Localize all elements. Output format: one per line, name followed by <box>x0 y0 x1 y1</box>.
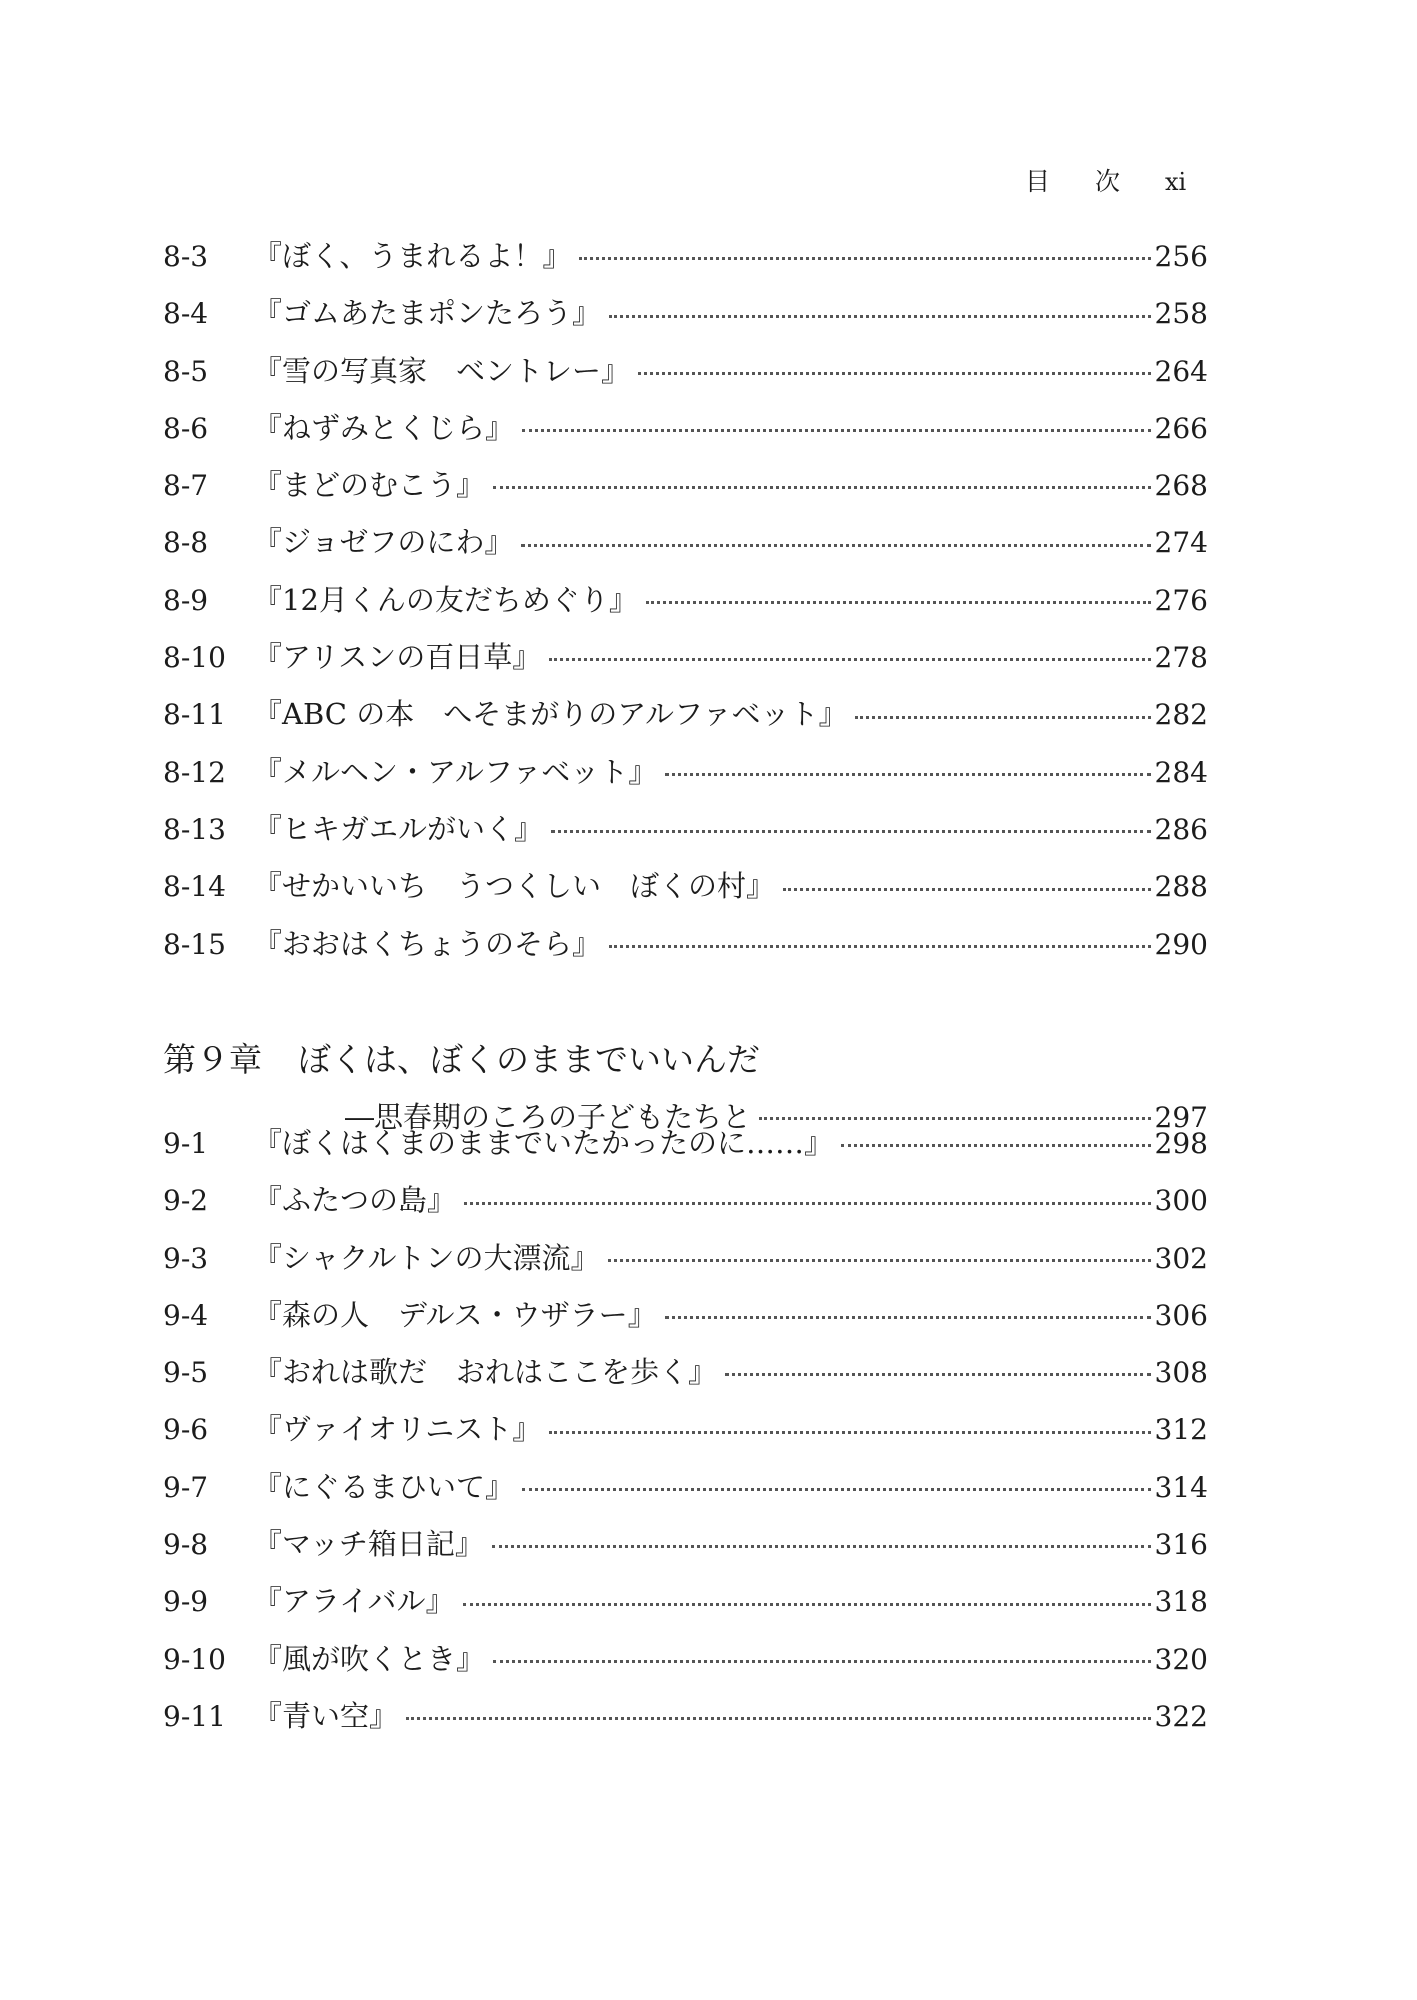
dot-leader <box>522 1488 1151 1491</box>
entry-page: 258 <box>1154 297 1208 331</box>
entry-title: 『12月くんの友だちめぐり』 <box>253 582 638 617</box>
toc-entry <box>163 228 1208 285</box>
dot-leader <box>725 1373 1151 1376</box>
entry-number: 8-10 <box>163 641 226 675</box>
entry-page: 316 <box>1154 1528 1208 1562</box>
entry-page: 290 <box>1154 927 1208 961</box>
dot-leader <box>463 1603 1151 1606</box>
entry-number: 9-1 <box>163 1127 209 1160</box>
chapter-label: 第９章 <box>163 1040 262 1079</box>
dot-leader <box>551 830 1151 833</box>
entry-page: 298 <box>1154 1127 1208 1160</box>
entry-page: 268 <box>1154 469 1208 503</box>
toc-entry <box>163 1516 1208 1573</box>
dot-leader <box>522 429 1151 432</box>
entry-page: 274 <box>1154 526 1208 560</box>
dot-leader <box>609 315 1151 318</box>
dot-leader <box>609 945 1151 948</box>
entry-number: 8-7 <box>163 469 209 503</box>
entry-number: 8-6 <box>163 411 209 445</box>
entry-title: 『ヴァイオリニスト』 <box>253 1412 542 1447</box>
entry-number: 8-3 <box>163 240 209 273</box>
entry-number: 9-7 <box>163 1470 209 1504</box>
entry-title: 『アライバル』 <box>253 1584 455 1619</box>
toc-entry <box>163 343 1208 400</box>
entry-number: 8-9 <box>163 583 209 617</box>
toc-entry <box>163 1573 1208 1630</box>
entry-title: 『おおはくちょうのそら』 <box>253 926 602 961</box>
entry-number: 9-9 <box>163 1585 209 1619</box>
toc-entry <box>163 1172 1208 1229</box>
dot-leader <box>521 544 1150 547</box>
entry-title: 『森の人 デルス・ウザラー』 <box>253 1297 657 1332</box>
dot-leader <box>492 1545 1151 1548</box>
dot-leader <box>855 716 1150 719</box>
entry-title: 『まどのむこう』 <box>253 468 486 503</box>
dot-leader <box>665 773 1150 776</box>
entry-page: 306 <box>1154 1298 1208 1332</box>
toc-list-chapter-9 <box>163 1115 1208 1745</box>
entry-title: 『メルヘン・アルファベット』 <box>253 754 658 789</box>
toc-entry <box>163 514 1208 571</box>
entry-page: 266 <box>1154 411 1208 445</box>
entry-page: 320 <box>1154 1642 1208 1676</box>
dot-leader <box>493 486 1151 489</box>
dot-leader <box>608 1259 1151 1262</box>
chapter-page: 297 <box>1154 1101 1208 1134</box>
toc-entry <box>163 1344 1208 1401</box>
toc-list-chapter-8 <box>163 228 1208 973</box>
entry-page: 308 <box>1154 1356 1208 1390</box>
entry-number: 9-6 <box>163 1413 209 1447</box>
header-page-number: xi <box>1165 168 1187 196</box>
toc-entry <box>163 801 1208 858</box>
entry-title: 『アリスンの百日草』 <box>253 640 542 675</box>
entry-page: 282 <box>1154 698 1208 732</box>
dot-leader <box>665 1316 1151 1319</box>
entry-title: 『ねずみとくじら』 <box>253 410 515 445</box>
entry-page: 288 <box>1154 870 1208 904</box>
entry-number: 9-2 <box>163 1184 209 1218</box>
entry-title: 『ヒキガエルがいく』 <box>253 811 544 846</box>
toc-entry <box>163 744 1208 801</box>
entry-page: 276 <box>1154 583 1208 617</box>
toc-entry <box>163 1688 1208 1745</box>
entry-title: 『ジョゼフのにわ』 <box>253 525 514 560</box>
entry-title: 『せかいいち うつくしい ぼくの村』 <box>253 869 776 904</box>
dot-leader <box>646 601 1151 604</box>
entry-number: 9-5 <box>163 1356 209 1390</box>
entry-title: 『マッチ箱日記』 <box>253 1527 484 1562</box>
entry-page: 264 <box>1154 354 1208 388</box>
header-word-2: 次 <box>1095 167 1121 196</box>
running-header <box>1025 162 1186 198</box>
toc-entry <box>163 1631 1208 1688</box>
chapter-title-line <box>163 1030 1208 1090</box>
chapter-title: ぼくは、ぼくのままでいいんだ <box>298 1040 760 1079</box>
entry-page: 300 <box>1154 1184 1208 1218</box>
entry-title: 『青い空』 <box>253 1698 399 1733</box>
toc-entry <box>163 1287 1208 1344</box>
entry-page: 302 <box>1154 1241 1208 1275</box>
toc-entry <box>163 1230 1208 1287</box>
dot-leader <box>638 372 1151 375</box>
dot-leader <box>493 1660 1151 1663</box>
toc-entry <box>163 285 1208 342</box>
entry-number: 9-8 <box>163 1528 209 1562</box>
toc-entry <box>163 916 1208 973</box>
entry-page: 286 <box>1154 812 1208 846</box>
entry-page: 312 <box>1154 1413 1208 1447</box>
entry-number: 8-15 <box>163 927 226 961</box>
dot-leader <box>549 658 1150 661</box>
entry-title: 『シャクルトンの大漂流』 <box>253 1240 600 1275</box>
entry-page: 256 <box>1154 240 1208 273</box>
entry-number: 9-11 <box>163 1699 226 1733</box>
entry-page: 322 <box>1154 1699 1208 1733</box>
entry-number: 8-5 <box>163 354 209 388</box>
toc-entry <box>163 572 1208 629</box>
entry-page: 318 <box>1154 1585 1208 1619</box>
entry-title: 『風が吹くとき』 <box>253 1641 486 1676</box>
dot-leader <box>579 257 1150 260</box>
entry-title: 『ABC の本 へそまがりのアルファベット』 <box>253 697 848 732</box>
chapter-subtitle: ―思春期のころの子どもたちと <box>345 1100 752 1134</box>
toc-entry <box>163 686 1208 743</box>
dot-leader <box>406 1717 1151 1720</box>
toc-entry <box>163 1459 1208 1516</box>
entry-page: 314 <box>1154 1470 1208 1504</box>
toc-entry <box>163 457 1208 514</box>
toc-entry <box>163 400 1208 457</box>
dot-leader <box>783 888 1151 891</box>
entry-number: 8-12 <box>163 755 226 789</box>
header-word-1: 目 <box>1025 167 1051 196</box>
entry-page: 278 <box>1154 641 1208 675</box>
toc-entry <box>163 858 1208 915</box>
entry-title: 『おれは歌だ おれはここを歩く』 <box>253 1355 718 1390</box>
dot-leader <box>464 1202 1151 1205</box>
entry-number: 8-14 <box>163 870 226 904</box>
entry-title: 『ふたつの島』 <box>253 1183 457 1218</box>
toc-entry <box>163 1401 1208 1458</box>
dot-leader <box>841 1144 1151 1147</box>
entry-number: 9-4 <box>163 1298 209 1332</box>
entry-page: 284 <box>1154 755 1208 789</box>
entry-title: 『ゴムあたまポンたろう』 <box>253 296 602 331</box>
entry-number: 8-4 <box>163 297 209 331</box>
entry-number: 8-8 <box>163 526 209 560</box>
entry-number: 8-13 <box>163 812 226 846</box>
dot-leader <box>549 1431 1150 1434</box>
toc-entry <box>163 1115 1208 1172</box>
entry-title: 『にぐるまひいて』 <box>253 1469 515 1504</box>
entry-number: 8-11 <box>163 698 226 732</box>
entry-title: 『ぼく、うまれるよ！』 <box>253 239 572 273</box>
entry-title: 『ぼくはくまのままでいたかったのに……』 <box>253 1126 834 1160</box>
toc-entry <box>163 629 1208 686</box>
entry-number: 9-3 <box>163 1241 209 1275</box>
entry-title: 『雪の写真家 ベントレー』 <box>253 353 631 388</box>
entry-number: 9-10 <box>163 1642 226 1676</box>
